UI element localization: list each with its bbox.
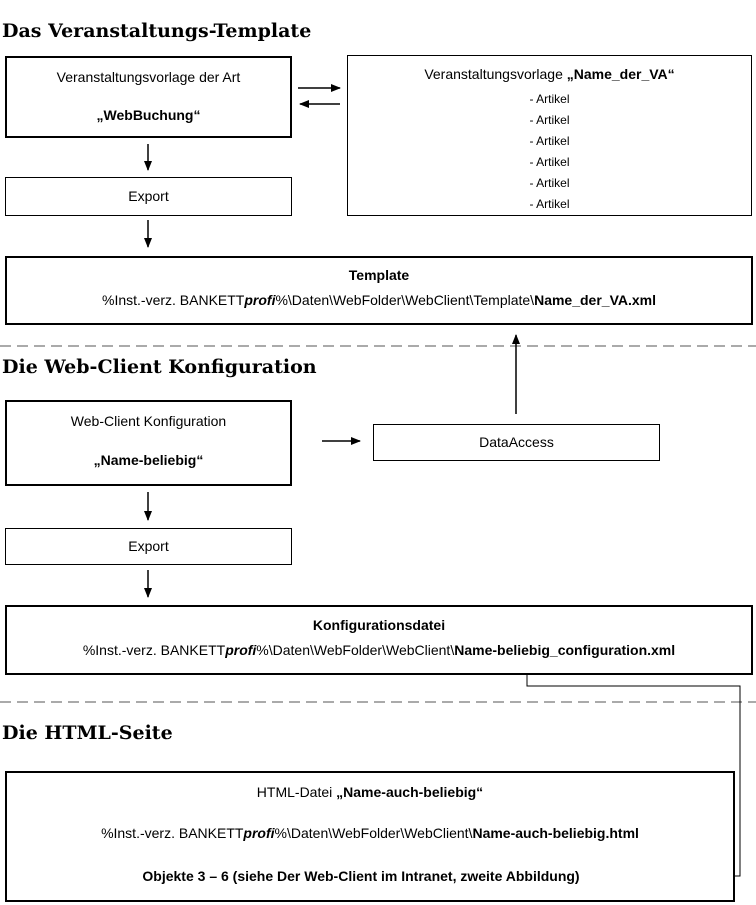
html-section-heading: Die HTML-Seite (2, 722, 173, 744)
path-file: Name-beliebig_configuration.xml (454, 642, 676, 658)
path-middle: %\Daten\WebFolder\WebClient\ (256, 642, 455, 658)
path-prefix: %Inst.-verz. BANKETT (102, 292, 245, 308)
va-box-title (348, 66, 751, 82)
html-box (5, 771, 735, 902)
va-article-item: - Artikel (529, 176, 570, 190)
va-article-item: - Artikel (529, 197, 570, 211)
va-article-item: - Artikel (529, 134, 570, 148)
configfile-box-path (7, 642, 751, 658)
export-box-2 (5, 528, 292, 565)
va-article-list (348, 89, 751, 215)
path-middle: %\Daten\WebFolder\WebClient\Template\ (275, 292, 535, 308)
va-box-title-name: „Name_der_VA“ (566, 66, 675, 82)
vorlage-box-line2: „WebBuchung“ (96, 107, 201, 123)
template-section-heading: Das Veranstaltungs-Template (2, 20, 312, 42)
template-box (5, 256, 753, 325)
webclient-section-heading: Die Web-Client Konfiguration (2, 356, 317, 378)
export-box-1-label: Export (128, 188, 169, 204)
va-box-title-prefix: Veranstaltungsvorlage (424, 66, 567, 82)
template-box-path (7, 292, 751, 308)
path-middle: %\Daten\WebFolder\WebClient\ (274, 825, 473, 841)
html-file-prefix: HTML-Datei (256, 784, 337, 800)
config-box (5, 400, 292, 486)
va-article-item: - Artikel (529, 155, 570, 169)
vorlage-box-line1: Veranstaltungsvorlage der Art (56, 69, 241, 85)
config-box-line2: „Name-beliebig“ (93, 452, 204, 468)
html-file-name: „Name-auch-beliebig“ (336, 784, 484, 800)
path-italic: profi (244, 292, 276, 308)
configfile-box-title: Konfigurationsdatei (312, 617, 446, 633)
path-prefix: %Inst.-verz. BANKETT (82, 642, 226, 658)
export-box-1 (5, 177, 292, 216)
va-box (347, 55, 752, 216)
va-article-item: - Artikel (529, 113, 570, 127)
va-article-item: - Artikel (529, 92, 570, 106)
export-box-2-label: Export (128, 538, 169, 554)
dataaccess-box-label: DataAccess (479, 434, 554, 450)
html-box-path (7, 825, 733, 841)
dataaccess-box (373, 424, 660, 461)
html-box-objects-line: Objekte 3 – 6 (siehe Der Web-Client im Intranet, zweite Abbildung) (142, 868, 580, 884)
template-box-title: Template (348, 267, 410, 283)
path-italic: profi (243, 825, 275, 841)
path-italic: profi (225, 642, 257, 658)
config-box-line1: Web-Client Konfiguration (70, 413, 227, 429)
html-box-line1 (7, 784, 733, 800)
path-file: Name-auch-beliebig.html (472, 825, 639, 841)
vorlage-box (5, 56, 292, 138)
configfile-box (5, 605, 753, 675)
path-file: Name_der_VA.xml (534, 292, 656, 308)
path-prefix: %Inst.-verz. BANKETT (101, 825, 244, 841)
